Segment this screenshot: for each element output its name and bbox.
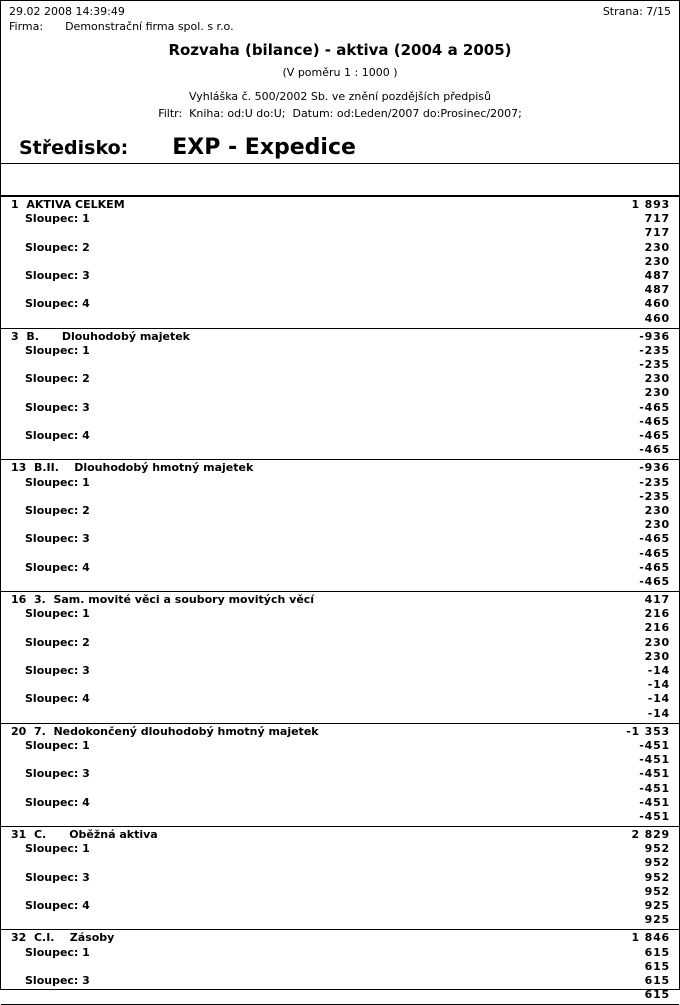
row-value: -14 <box>647 692 670 706</box>
section-header-row <box>1 828 679 842</box>
row-value: 615 <box>644 945 670 959</box>
report-section <box>1 827 679 930</box>
sloupec-row <box>1 739 679 753</box>
row-value: 417 <box>644 593 670 607</box>
report-section <box>1 724 679 827</box>
page-header <box>1 1 679 164</box>
sloupec-second-value-row <box>1 885 679 899</box>
row-value: 925 <box>644 913 670 927</box>
sloupec-second-value-row <box>1 490 679 504</box>
sloupec-row <box>1 664 679 678</box>
sloupec-row <box>1 607 679 621</box>
row-value: -451 <box>639 738 670 752</box>
filter-note: Filtr: Kniha: od:U do:U; Datum: od:Leden/2007 do:Prosinec/2007; <box>158 107 522 120</box>
row-label: Sloupec: 3 <box>25 400 90 414</box>
sloupec-row <box>1 476 679 490</box>
sloupec-row <box>1 532 679 546</box>
sloupec-second-value-row <box>1 283 679 297</box>
sloupec-second-value-row <box>1 988 679 1002</box>
row-value: 615 <box>644 959 670 973</box>
cost-center-label: Středisko: <box>19 137 129 159</box>
row-value: 216 <box>644 607 670 621</box>
sloupec-row <box>1 372 679 386</box>
row-label: Sloupec: 4 <box>25 429 90 442</box>
sloupec-second-value-row <box>1 621 679 635</box>
company-label: Firma: <box>9 20 44 33</box>
row-label: Sloupec: 4 <box>25 795 90 809</box>
row-value: -465 <box>639 400 670 414</box>
row-value: 717 <box>644 226 670 240</box>
report-body <box>1 195 679 1005</box>
sloupec-row <box>1 767 679 781</box>
row-label: 3 B. Dlouhodobý majetek <box>11 329 190 343</box>
row-value: 460 <box>644 311 670 325</box>
sloupec-second-value-row <box>1 443 679 457</box>
row-label: Sloupec: 3 <box>25 532 90 546</box>
row-label: Sloupec: 1 <box>25 475 90 489</box>
row-value: 230 <box>644 240 670 254</box>
sloupec-row <box>1 899 679 913</box>
row-label: 31 C. Oběžná aktiva <box>11 828 158 842</box>
sloupec-row <box>1 636 679 650</box>
row-value: -936 <box>639 461 670 475</box>
row-label: Sloupec: 2 <box>25 503 90 517</box>
sloupec-row <box>1 269 679 283</box>
row-value: -465 <box>639 443 670 457</box>
row-value: -14 <box>647 706 670 720</box>
page-number: Strana: 7/15 <box>602 5 671 18</box>
row-value: 1 846 <box>631 931 670 945</box>
row-label: Sloupec: 1 <box>25 212 90 226</box>
row-label: Sloupec: 2 <box>25 635 90 649</box>
row-value: 487 <box>644 283 670 297</box>
row-value: -451 <box>639 809 670 823</box>
row-value: -451 <box>639 753 670 767</box>
row-value: -465 <box>639 546 670 560</box>
report-section <box>1 197 679 329</box>
row-value: 717 <box>644 212 670 226</box>
row-label: Sloupec: 4 <box>25 692 90 706</box>
sloupec-row <box>1 974 679 988</box>
sloupec-row <box>1 241 679 255</box>
sloupec-row <box>1 297 679 311</box>
sloupec-row <box>1 796 679 810</box>
cost-center-value: EXP - Expedice <box>172 135 356 160</box>
row-value: -235 <box>639 489 670 503</box>
section-header-row <box>1 593 679 607</box>
sloupec-second-value-row <box>1 415 679 429</box>
sloupec-second-value-row <box>1 753 679 767</box>
sloupec-row <box>1 946 679 960</box>
sloupec-second-value-row <box>1 386 679 400</box>
sloupec-second-value-row <box>1 678 679 692</box>
row-label: 13 B.II. Dlouhodobý hmotný majetek <box>11 461 254 475</box>
row-value: -14 <box>647 678 670 692</box>
row-label: Sloupec: 1 <box>25 343 90 357</box>
row-value: 230 <box>644 372 670 386</box>
row-value: 460 <box>644 297 670 311</box>
row-label: Sloupec: 3 <box>25 767 90 781</box>
sloupec-row <box>1 561 679 575</box>
row-label: Sloupec: 3 <box>25 664 90 677</box>
row-label: 1 AKTIVA CELKEM <box>11 198 125 211</box>
row-label: Sloupec: 3 <box>25 870 90 884</box>
sloupec-second-value-row <box>1 650 679 664</box>
row-value: 615 <box>644 988 670 1002</box>
row-value: -451 <box>639 781 670 795</box>
sloupec-second-value-row <box>1 782 679 796</box>
row-value: -235 <box>639 358 670 372</box>
sloupec-second-value-row <box>1 518 679 532</box>
row-value: 1 893 <box>631 198 670 211</box>
regulation-note: Vyhláška č. 500/2002 Sb. ve znění pozdějších předpisů <box>188 90 491 103</box>
row-label: Sloupec: 1 <box>25 842 90 856</box>
row-value: 615 <box>644 973 670 987</box>
sloupec-second-value-row <box>1 255 679 269</box>
sloupec-second-value-row <box>1 960 679 974</box>
row-label: Sloupec: 4 <box>25 297 90 311</box>
row-label: Sloupec: 1 <box>25 607 90 621</box>
section-header-row <box>1 725 679 739</box>
row-value: -235 <box>639 343 670 357</box>
row-value: -1 353 <box>626 724 670 738</box>
row-value: 230 <box>644 386 670 400</box>
report-section <box>1 329 679 461</box>
row-value: 2 829 <box>631 828 670 842</box>
sloupec-row <box>1 401 679 415</box>
section-header-row <box>1 461 679 475</box>
section-header-row <box>1 931 679 945</box>
sloupec-second-value-row <box>1 913 679 927</box>
report-section <box>1 592 679 724</box>
row-value: -451 <box>639 795 670 809</box>
print-datetime: 29.02 2008 14:39:49 <box>9 5 125 18</box>
row-value: -465 <box>639 414 670 428</box>
report-section <box>1 460 679 592</box>
row-value: -465 <box>639 574 670 588</box>
row-value: -465 <box>639 560 670 574</box>
sloupec-second-value-row <box>1 810 679 824</box>
sloupec-second-value-row <box>1 226 679 240</box>
row-label: Sloupec: 1 <box>25 945 90 959</box>
row-value: 216 <box>644 621 670 635</box>
row-label: Sloupec: 4 <box>25 560 90 574</box>
row-value: 230 <box>644 635 670 649</box>
row-value: -235 <box>639 475 670 489</box>
sloupec-second-value-row <box>1 547 679 561</box>
ratio-note: (V poměru 1 : 1000 ) <box>282 66 398 79</box>
row-value: 952 <box>644 870 670 884</box>
section-header-row <box>1 330 679 344</box>
row-label: Sloupec: 2 <box>25 372 90 386</box>
row-value: -936 <box>639 329 670 343</box>
row-label: 32 C.I. Zásoby <box>11 931 115 945</box>
cost-center-row <box>19 135 671 160</box>
sloupec-row <box>1 871 679 885</box>
sloupec-second-value-row <box>1 856 679 870</box>
row-value: -14 <box>647 664 670 677</box>
company-name: Demonstrační firma spol. s r.o. <box>65 20 234 33</box>
row-value: 952 <box>644 842 670 856</box>
row-label: 16 3. Sam. movité věci a soubory movitých věcí <box>11 593 315 607</box>
sloupec-row <box>1 842 679 856</box>
row-value: 487 <box>644 268 670 282</box>
row-value: -465 <box>639 532 670 546</box>
row-label: Sloupec: 1 <box>25 738 90 752</box>
sloupec-row <box>1 504 679 518</box>
row-label: Sloupec: 3 <box>25 973 90 987</box>
row-value: 925 <box>644 899 670 912</box>
row-value: 952 <box>644 884 670 898</box>
sloupec-row <box>1 344 679 358</box>
sloupec-second-value-row <box>1 312 679 326</box>
sloupec-second-value-row <box>1 707 679 721</box>
row-value: -465 <box>639 429 670 442</box>
section-header-row <box>1 198 679 212</box>
report-section <box>1 930 679 1005</box>
row-value: 230 <box>644 503 670 517</box>
row-value: 230 <box>644 254 670 268</box>
sloupec-row <box>1 429 679 443</box>
row-label: Sloupec: 4 <box>25 899 90 912</box>
sloupec-row <box>1 212 679 226</box>
row-value: 230 <box>644 518 670 532</box>
sloupec-row <box>1 692 679 706</box>
sloupec-second-value-row <box>1 358 679 372</box>
row-label: Sloupec: 3 <box>25 268 90 282</box>
row-value: 230 <box>644 649 670 663</box>
row-label: 20 7. Nedokončený dlouhodobý hmotný majetek <box>11 724 319 738</box>
row-label: Sloupec: 2 <box>25 240 90 254</box>
sloupec-second-value-row <box>1 575 679 589</box>
row-value: -451 <box>639 767 670 781</box>
row-value: 952 <box>644 856 670 870</box>
report-title: Rozvaha (bilance) - aktiva (2004 a 2005) <box>168 41 512 59</box>
